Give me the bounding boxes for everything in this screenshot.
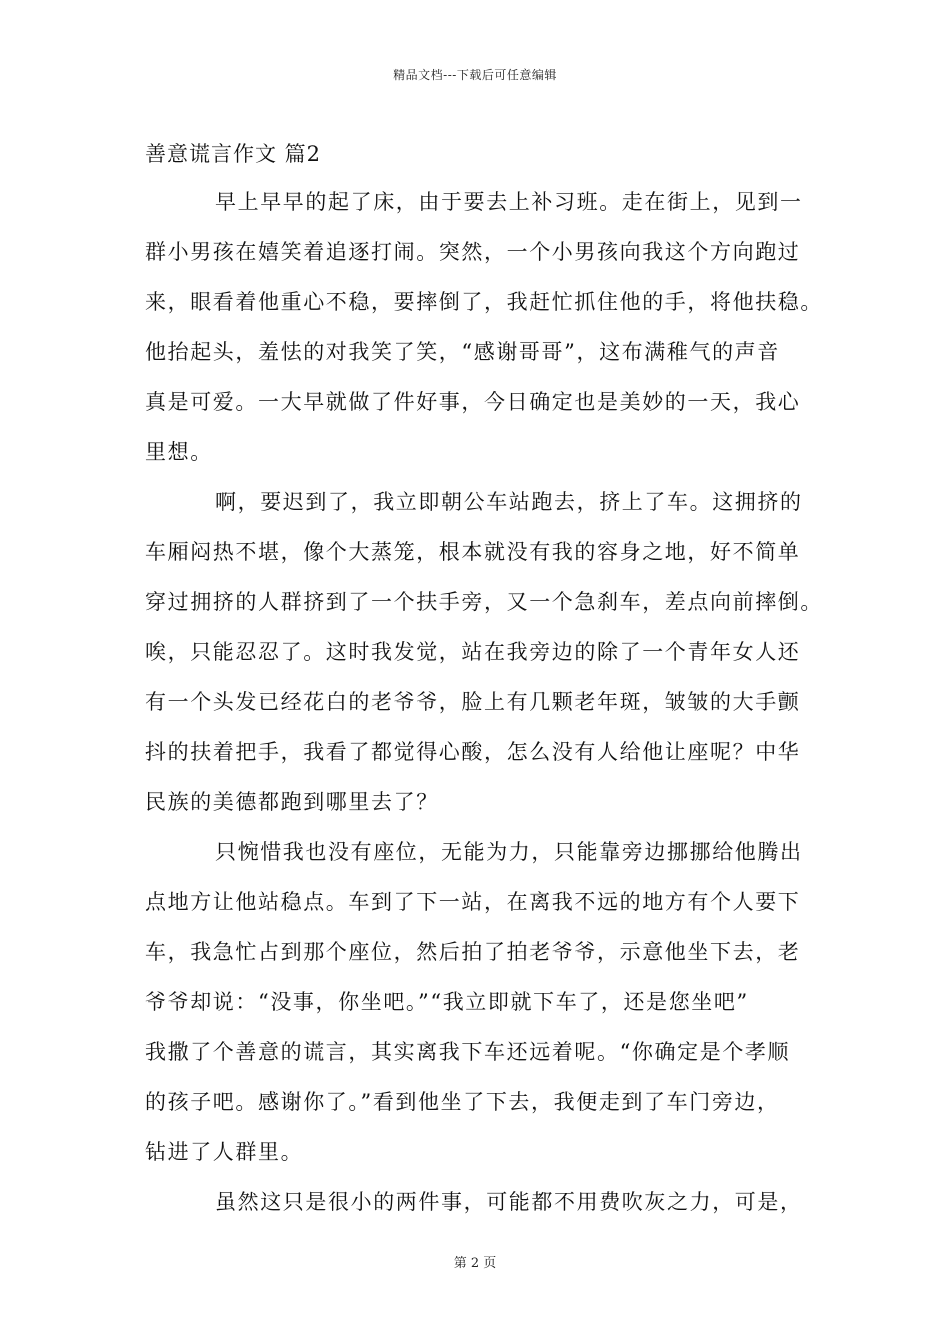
text-line: 民族的美德都跑到哪里去了？ <box>145 790 439 814</box>
text-line: 唉，只能忍忍了。这时我发觉，站在我旁边的除了一个青年女人还 <box>145 640 801 664</box>
text-line: 钻进了人群里。 <box>145 1140 304 1164</box>
text-line: 群小男孩在嬉笑着追逐打闹。突然，一个小男孩向我这个方向跑过 <box>145 240 801 264</box>
text-line: 车，我急忙占到那个座位，然后拍了拍老爷爷，示意他坐下去，老 <box>145 940 801 964</box>
text-line: 有一个头发已经花白的老爷爷，脸上有几颗老年斑，皱皱的大手颤 <box>145 690 801 714</box>
text-line: 虽然这只是很小的两件事，可能都不用费吹灰之力，可是， <box>215 1190 803 1214</box>
text-line: 穿过拥挤的人群挤到了一个扶手旁，又一个急刹车，差点向前摔倒。 <box>145 590 823 614</box>
text-line: 爷爷却说：“没事，你坐吧。”“我立即就下车了，还是您坐吧” <box>145 990 749 1014</box>
text-line: 点地方让他站稳点。车到了下一站，在离我不远的地方有个人要下 <box>145 890 801 914</box>
text-line: 早上早早的起了床，由于要去上补习班。走在街上，见到一 <box>215 190 803 214</box>
page-number: 第 2 页 <box>453 1256 497 1271</box>
text-line: 只惋惜我也没有座位，无能为力，只能靠旁边挪挪给他腾出 <box>215 840 803 864</box>
text-line: 真是可爱。一大早就做了件好事，今日确定也是美妙的一天，我心 <box>145 390 801 414</box>
essay-title: 善意谎言作文 篇2 <box>145 142 322 166</box>
text-line: 里想。 <box>145 440 213 464</box>
text-line: 来，眼看着他重心不稳，要摔倒了，我赶忙抓住他的手，将他扶稳。 <box>145 290 823 314</box>
text-line: 抖的扶着把手，我看了都觉得心酸，怎么没有人给他让座呢？中华 <box>145 740 801 764</box>
text-line: 的孩子吧。感谢你了。”看到他坐了下去，我便走到了车门旁边， <box>145 1090 780 1114</box>
text-line: 我撒了个善意的谎言，其实离我下车还远着呢。“你确定是个孝顺 <box>145 1040 791 1064</box>
page-header: 精品文档---下载后可任意编辑 <box>393 68 557 82</box>
text-line: 啊，要迟到了，我立即朝公车站跑去，挤上了车。这拥挤的 <box>215 490 803 514</box>
text-line: 他抬起头，羞怯的对我笑了笑，“感谢哥哥”，这布满稚气的声音 <box>145 340 780 364</box>
text-line: 车厢闷热不堪，像个大蒸笼，根本就没有我的容身之地，好不简单 <box>145 540 801 564</box>
